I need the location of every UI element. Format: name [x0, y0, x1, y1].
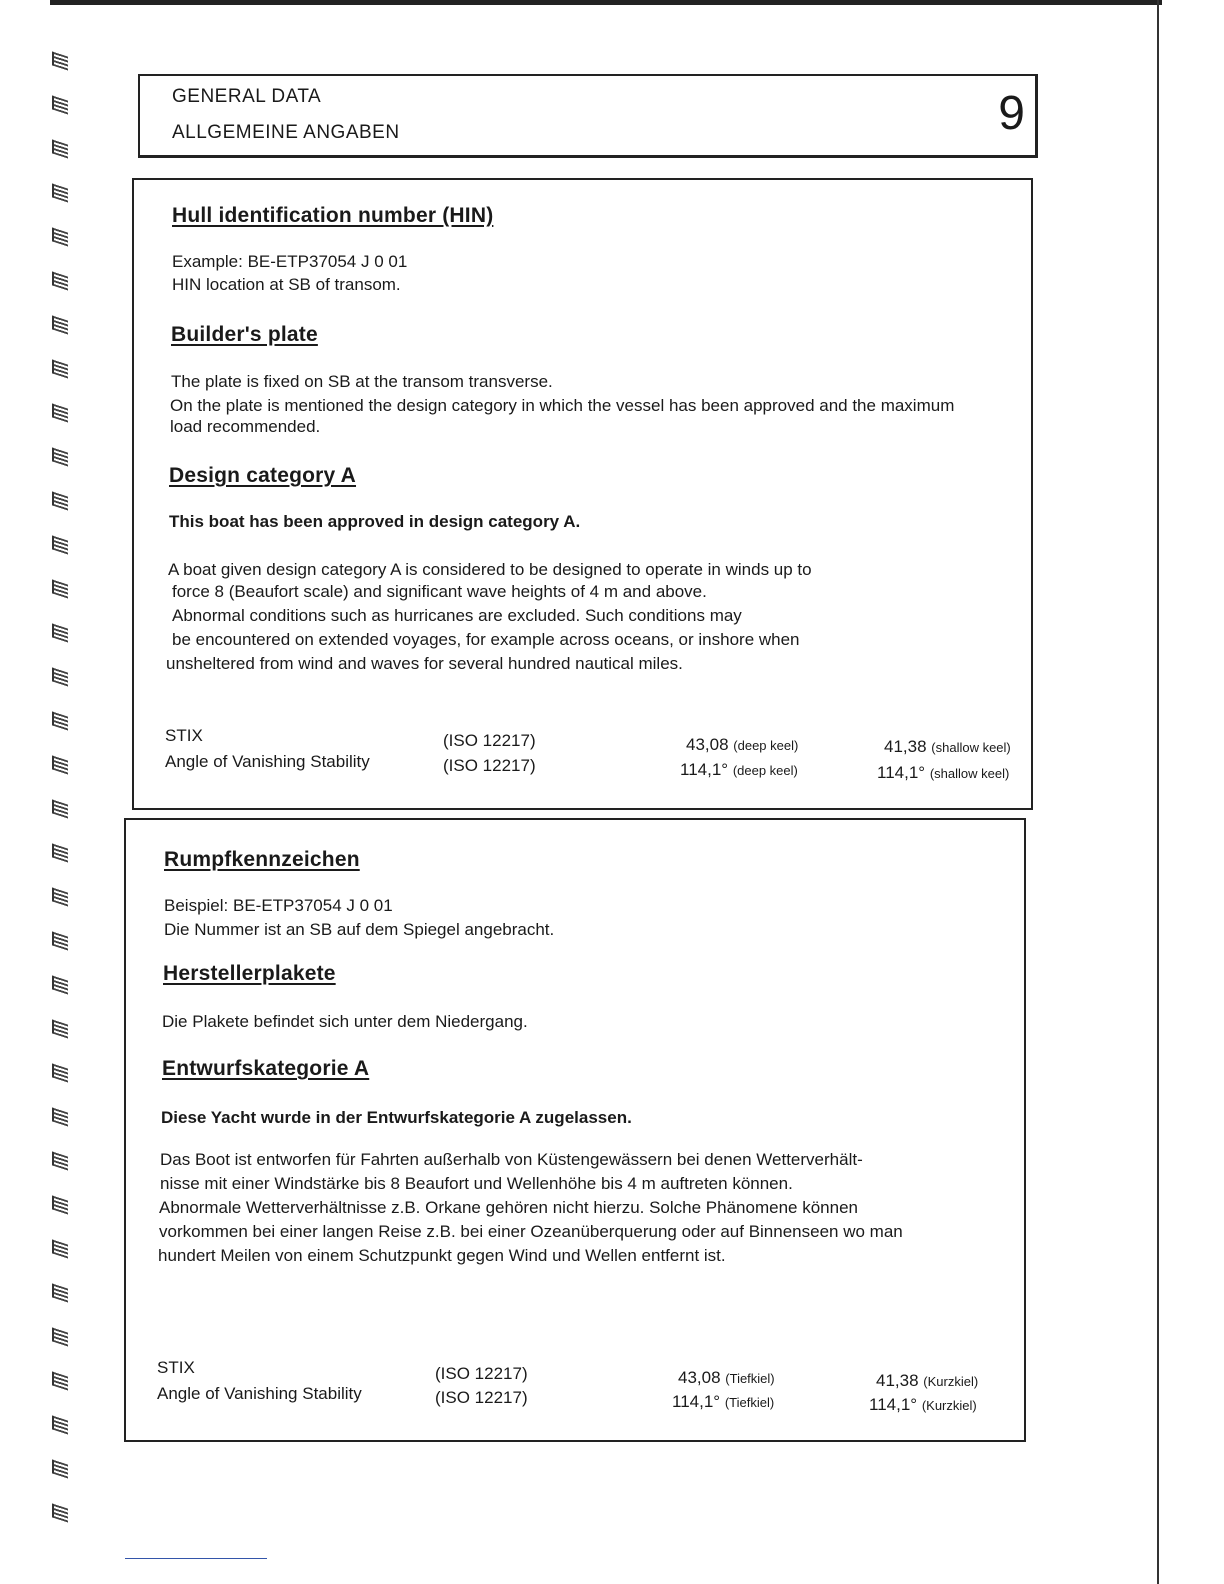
binding-ring — [52, 315, 68, 334]
binding-ring — [52, 1283, 68, 1302]
rumpfkennzeichen-title: Rumpfkennzeichen — [164, 848, 360, 871]
design-text-de: Abnormale Wetterverhältnisse z.B. Orkane gehören nicht hierzu. Solche Phänomene können — [159, 1198, 858, 1217]
stat-value-de: 114,1° (Tiefkiel) — [672, 1392, 775, 1411]
binding-ring — [52, 139, 68, 158]
binding-ring — [52, 975, 68, 994]
binding-ring — [52, 359, 68, 378]
stat-value-de: 43,08 (Tiefkiel) — [678, 1368, 775, 1387]
binding-ring — [52, 755, 68, 774]
chapter-header — [138, 74, 1038, 158]
plate-text: The plate is fixed on SB at the transom transverse. — [171, 372, 553, 391]
binding-ring — [52, 1195, 68, 1214]
binding-ring — [52, 1327, 68, 1346]
design-text: be encountered on extended voyages, for example across oceans, or inshore when — [172, 630, 800, 649]
binding-ring — [52, 843, 68, 862]
stat-value: 43,08 (deep keel) — [686, 735, 799, 754]
design-text-de: hundert Meilen von einem Schutzpunkt gegen Wind und Wellen entfernt ist. — [158, 1246, 726, 1265]
design-category-title: Design category A — [169, 464, 357, 487]
design-text-de: vorkommen bei einer langen Reise z.B. bei einer Ozeanüberquerung oder auf Binnenseen wo man — [159, 1222, 903, 1241]
plate-text-de: Die Plakete befindet sich unter dem Niedergang. — [162, 1012, 528, 1031]
binding-ring — [52, 579, 68, 598]
hin-location-de: Die Nummer ist an SB auf dem Spiegel angebracht. — [164, 920, 555, 939]
design-text: A boat given design category A is considered to be designed to operate in winds up to — [168, 560, 812, 579]
binding-ring — [52, 887, 68, 906]
hin-title: Hull identification number (HIN) — [172, 204, 494, 227]
design-text: unsheltered from wind and waves for several hundred nautical miles. — [166, 654, 683, 673]
right-edge-rule — [1157, 0, 1159, 1584]
header-title-de: ALLGEMEINE ANGABEN — [172, 122, 400, 143]
stat-value-de: 41,38 (Kurzkiel) — [876, 1371, 979, 1390]
binding-ring — [52, 403, 68, 422]
hin-example: Example: BE-ETP37054 J 0 01 — [172, 252, 408, 271]
design-approval-statement: This boat has been approved in design category A. — [169, 512, 581, 531]
stat-standard: (ISO 12217) — [443, 731, 536, 750]
binding-ring — [52, 95, 68, 114]
plate-text: On the plate is mentioned the design category in which the vessel has been approved and the maximum — [170, 396, 955, 415]
binding-ring — [52, 447, 68, 466]
binding-ring — [52, 1151, 68, 1170]
stat-label: STIX — [165, 726, 203, 745]
stat-standard: (ISO 12217) — [443, 756, 536, 775]
stat-standard-de: (ISO 12217) — [435, 1364, 528, 1383]
design-text-de: nisse mit einer Windstärke bis 8 Beaufort und Wellenhöhe bis 4 m auftreten können. — [160, 1174, 793, 1193]
binding-ring — [52, 51, 68, 70]
binding-ring — [52, 491, 68, 510]
binding-ring — [52, 931, 68, 950]
stat-value: 41,38 (shallow keel) — [884, 737, 1011, 756]
binding-ring — [52, 667, 68, 686]
footnote-rule — [125, 1558, 267, 1559]
plate-text: load recommended. — [170, 417, 321, 436]
stat-standard-de: (ISO 12217) — [435, 1388, 528, 1407]
design-text: force 8 (Beaufort scale) and significant wave heights of 4 m and above. — [172, 582, 707, 601]
binding-ring — [52, 711, 68, 730]
binding-ring — [52, 623, 68, 642]
binding-ring — [52, 227, 68, 246]
stat-value: 114,1° (deep keel) — [680, 760, 798, 779]
builders-plate-title: Builder's plate — [171, 323, 318, 346]
german-section — [124, 818, 1026, 1442]
stat-label-de: STIX — [157, 1358, 195, 1377]
binding-ring — [52, 1503, 68, 1522]
chapter-number: 9 — [998, 87, 1025, 140]
binding-ring — [52, 535, 68, 554]
design-text: Abnormal conditions such as hurricanes are excluded. Such conditions may — [172, 606, 742, 625]
binding-ring — [52, 271, 68, 290]
stat-value: 114,1° (shallow keel) — [877, 763, 1010, 782]
hin-location: HIN location at SB of transom. — [172, 275, 401, 294]
hin-example-de: Beispiel: BE-ETP37054 J 0 01 — [164, 896, 393, 915]
binding-ring — [52, 1459, 68, 1478]
binding-ring — [52, 1107, 68, 1126]
binding-ring — [52, 183, 68, 202]
design-approval-statement-de: Diese Yacht wurde in der Entwurfskategorie A zugelassen. — [161, 1108, 632, 1127]
herstellerplakete-title: Herstellerplakete — [163, 962, 336, 985]
design-text-de: Das Boot ist entworfen für Fahrten außerhalb von Küstengewässern bei denen Wetterverhält- — [160, 1150, 863, 1169]
binding-ring — [52, 1019, 68, 1038]
binding-ring — [52, 799, 68, 818]
binding-ring — [52, 1239, 68, 1258]
binding-ring — [52, 1415, 68, 1434]
spiral-binding — [50, 46, 72, 1556]
english-section — [132, 178, 1033, 810]
stat-value-de: 114,1° (Kurzkiel) — [869, 1395, 977, 1414]
binding-ring — [52, 1063, 68, 1082]
binding-ring — [52, 1371, 68, 1390]
stat-label-de: Angle of Vanishing Stability — [157, 1384, 362, 1403]
top-edge-rule — [50, 0, 1162, 5]
entwurfskategorie-title: Entwurfskategorie A — [162, 1057, 370, 1080]
stat-label: Angle of Vanishing Stability — [165, 752, 370, 771]
header-title-en: GENERAL DATA — [172, 86, 322, 107]
